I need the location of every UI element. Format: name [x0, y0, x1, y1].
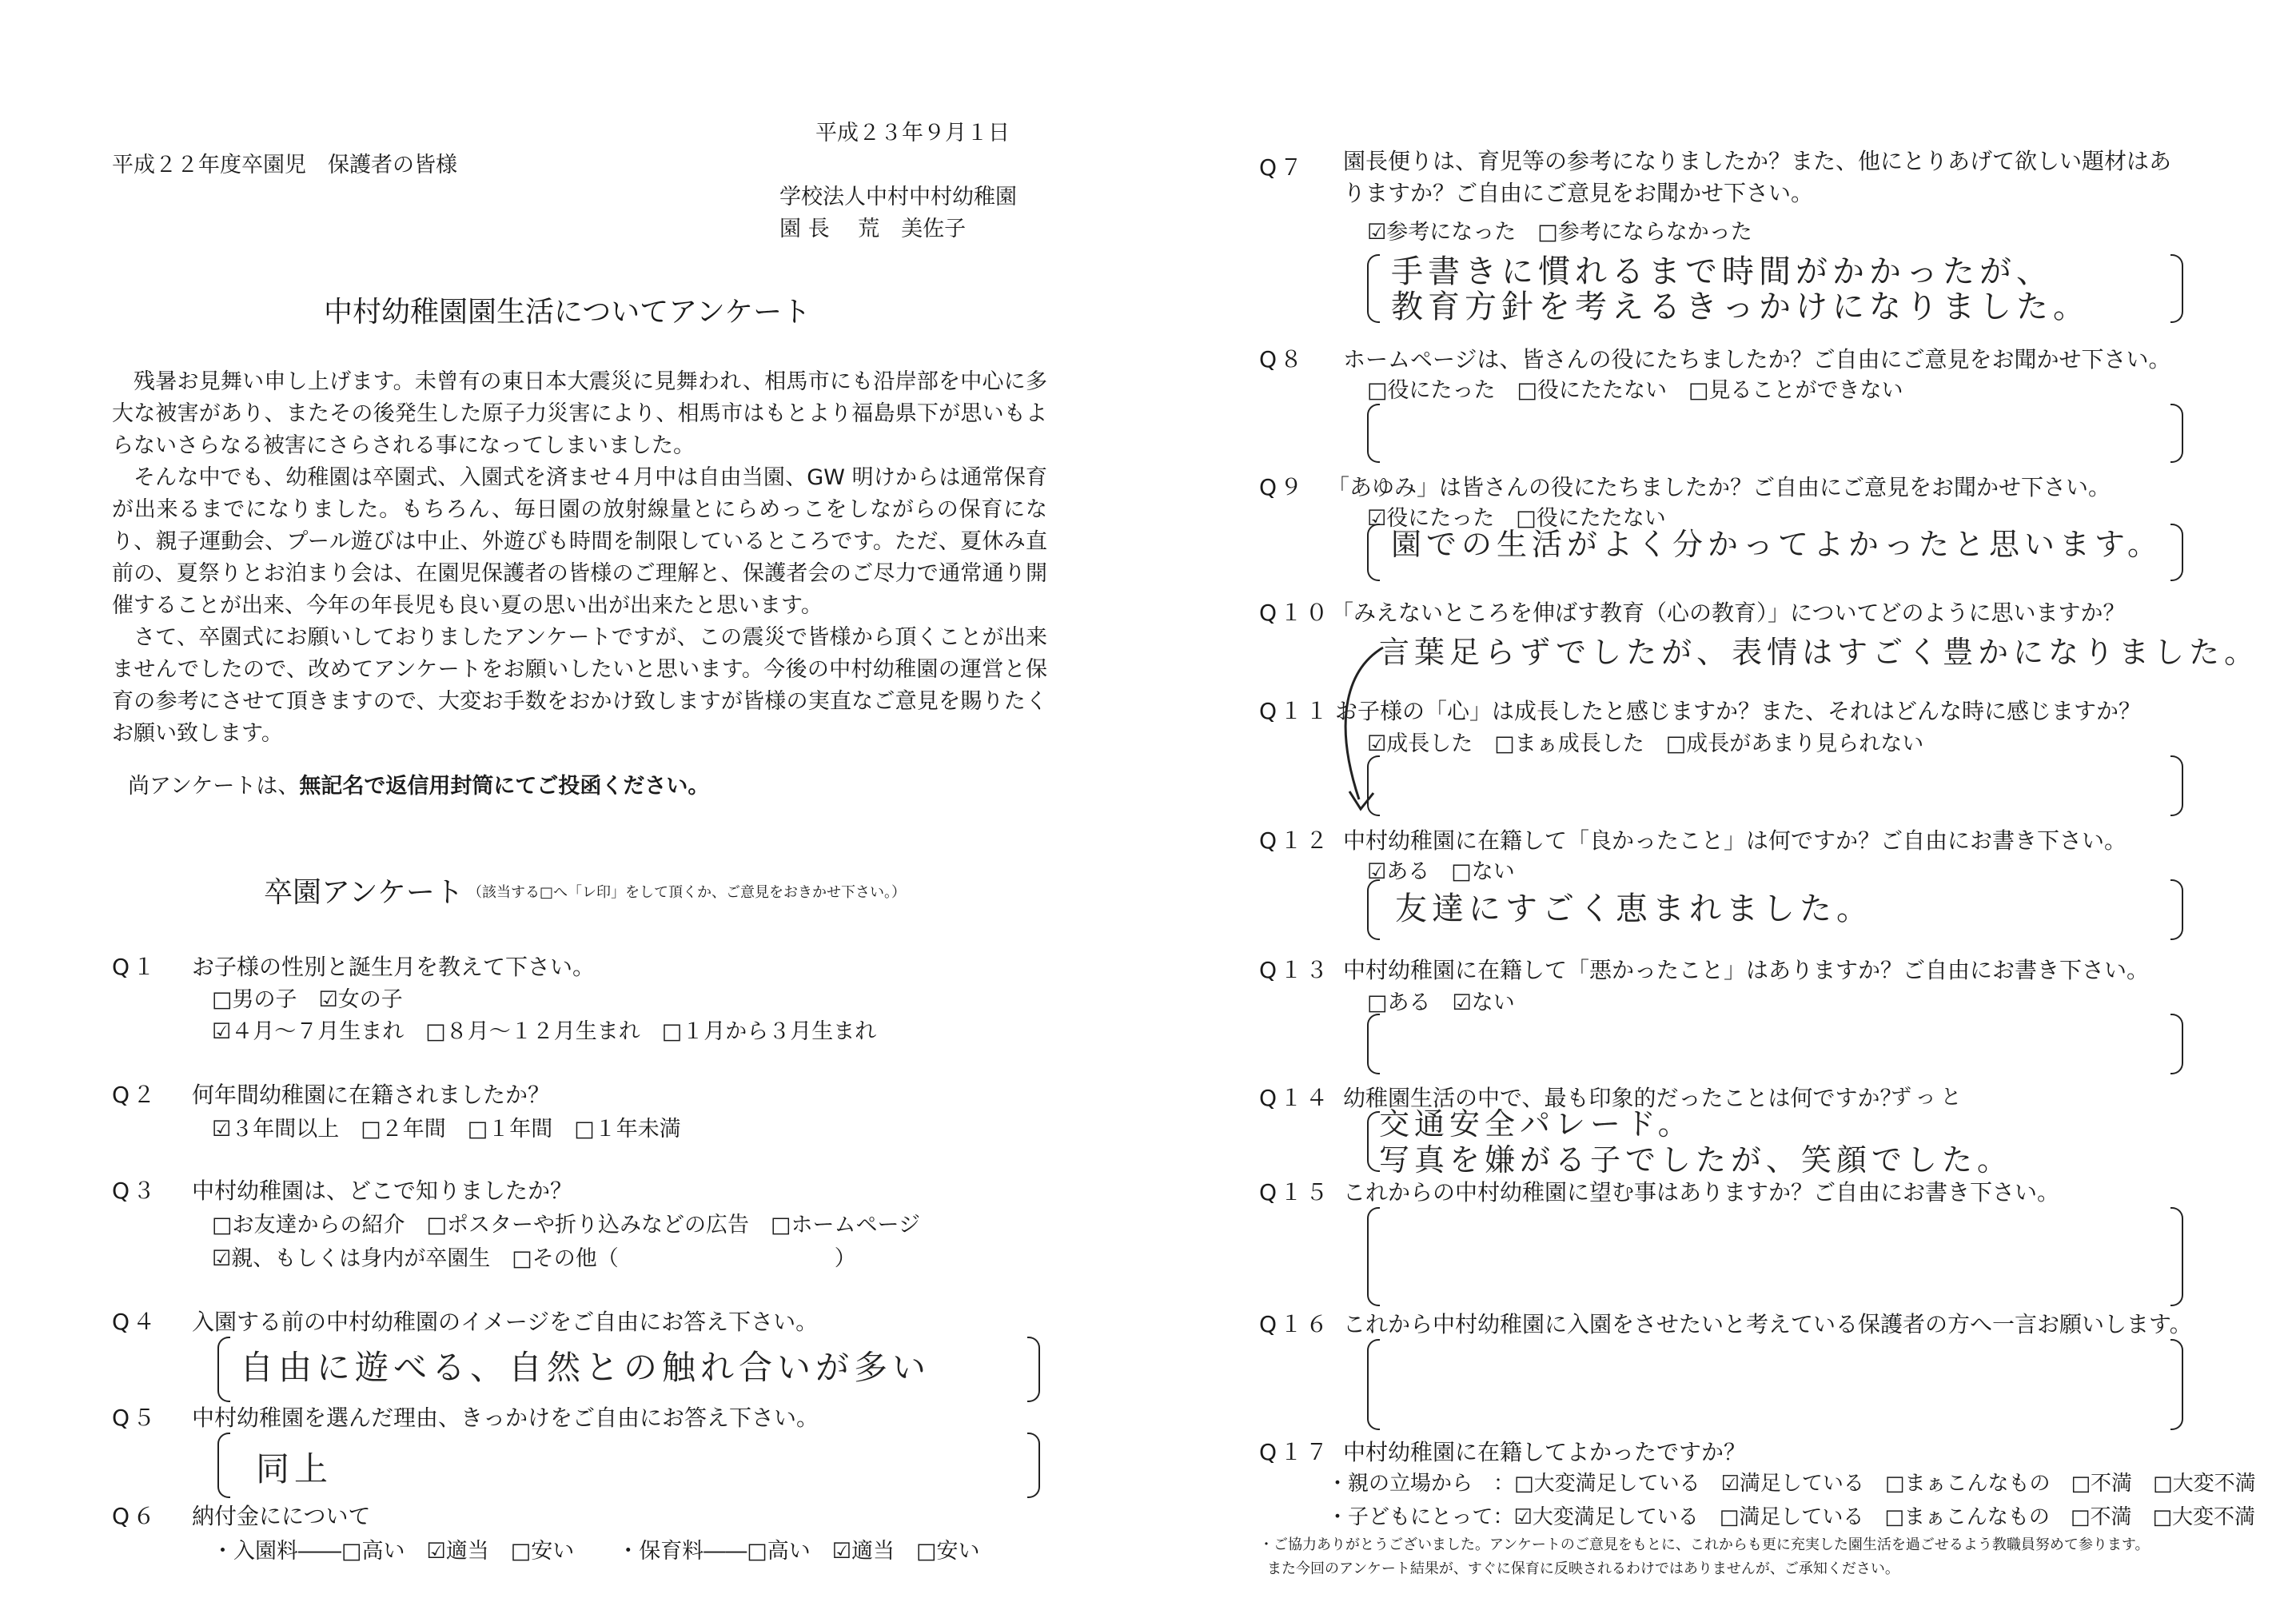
q16-text: これから中村幼稚園に入園をさせたいと考えている保護者の方へ一言お願いします。	[1343, 1311, 2192, 1337]
q1-options-gender[interactable]: □男の子 ☑女の子	[212, 987, 403, 1012]
q3-number: Q３	[112, 1178, 159, 1204]
q7-bracket-left	[1367, 254, 1380, 323]
q7-options[interactable]: ☑参考になった □参考にならなかった	[1367, 220, 1752, 245]
q13-options[interactable]: □ある ☑ない	[1367, 990, 1515, 1015]
q8-options[interactable]: □役にたった □役にたたない □見ることができない	[1367, 378, 1903, 403]
q13-bracket-left	[1367, 1014, 1380, 1074]
q13-number: Q１３	[1259, 957, 1332, 983]
q12-number: Q１２	[1259, 827, 1332, 854]
q9-handwritten-answer[interactable]: 園での生活がよく分かってよかったと思います。	[1391, 527, 2162, 562]
q8-bracket-left	[1367, 404, 1380, 463]
q8-number: Q８	[1259, 346, 1306, 373]
intro-paragraph-3: さて、卒園式にお願いしておりましたアンケートですが、この震災で皆様から頂くことが出来ませんでしたので、改めてアンケートをお願いしたいと思います。今後の中村幼稚園の運営と保育の参考にさせて頂きますので、大変お手数をおかけ致しますが皆様の実直なご意見を賜りたくお願い致します。	[112, 625, 1047, 746]
q5-number: Q５	[112, 1405, 159, 1431]
q12-handwritten-answer[interactable]: 友達にすごく恵まれました。	[1395, 891, 1873, 927]
q15-text: これからの中村幼稚園に望む事はありますか？ご自由にお書き下さい。	[1343, 1179, 2060, 1206]
addressee: 平成２２年度卒園児 保護者の皆様	[112, 153, 457, 177]
q4-bracket-right	[1027, 1337, 1040, 1402]
q7-bracket-right	[2170, 254, 2183, 323]
q10-text: 「みえないところを伸ばす教育（心の教育）」についてどのように思いますか？	[1331, 600, 2126, 626]
q13-bracket-right	[2170, 1014, 2183, 1074]
q9-text: 「あゆみ」は皆さんの役にたちましたか？ご自由にご意見をお聞かせ下さい。	[1327, 474, 2111, 500]
q1-text: お子様の性別と誕生月を教えて下さい。	[192, 954, 596, 980]
q7-text: 園長便りは、育児等の参考になりましたか？また、他にとりあげて欲しい題材はありますか？ご自由にご意見をお聞かせ下さい。	[1343, 148, 2172, 206]
q14-bracket-left	[1367, 1111, 1380, 1172]
q4-text: 入園する前の中村幼稚園のイメージをご自由にお答え下さい。	[192, 1309, 819, 1335]
q6-number: Q６	[112, 1503, 159, 1529]
q3-options-2[interactable]: ☑親、もしくは身内が卒園生 □その他（ ）	[212, 1246, 856, 1271]
q11-bracket-right	[2170, 755, 2183, 816]
q4-bracket-left	[217, 1337, 230, 1402]
survey-subtitle: （該当する□へ「レ印」をして頂くか、ご意見をおきかせ下さい。）	[468, 884, 907, 901]
q9-number: Q９	[1259, 474, 1306, 500]
q17-text: 中村幼稚園に在籍してよかったですか？	[1343, 1439, 1747, 1465]
q12-text: 中村幼稚園に在籍して「良かったこと」は何ですか？ご自由にお書き下さい。	[1343, 827, 2127, 854]
q14-text: 幼稚園生活の中で、最も印象的だったことは何ですか？	[1343, 1085, 1903, 1111]
footer-note-1: ・ご協力ありがとうございました。アンケートのご意見をもとに、これからも更に充実した園生活を過ごせるよう教職員努めて参ります。	[1259, 1536, 2150, 1553]
intro-paragraph-1: 残暑お見舞い申し上げます。未曾有の東日本大震災に見舞われ、相馬市にも沿岸部を中心に多大な被害があり、またその後発生した原子力災害により、相馬市はもとより福島県下が思いもよらないさらなる被害にさらされる事になってしまいました。	[112, 369, 1047, 458]
q14-handwritten-answer-2[interactable]: 写真を嫌がる子でしたが、笑顔でした。	[1379, 1142, 2013, 1178]
survey-title: 卒園アンケート	[264, 876, 464, 909]
q12-bracket-right	[2170, 879, 2183, 940]
q17-child-options[interactable]: ・子どもにとって：☑大変満足している □満足している □まぁこんなもの □不満 □大変不満	[1327, 1505, 2256, 1529]
principal-name: 園 長 荒 美佐子	[779, 217, 967, 241]
q9-bracket-right	[2170, 524, 2183, 581]
q15-number: Q１５	[1259, 1179, 1332, 1206]
arrow-annotation-icon	[1335, 640, 1407, 823]
q11-number: Q１１	[1259, 698, 1332, 724]
q13-text: 中村幼稚園に在籍して「悪かったこと」はありますか？ご自由にお書き下さい。	[1343, 957, 2150, 983]
q15-bracket-left	[1367, 1207, 1380, 1306]
q7-handwritten-answer-2[interactable]: 教育方針を考えるきっかけになりました。	[1391, 289, 2090, 325]
q9-bracket-left	[1367, 524, 1380, 581]
q14-handwritten-note[interactable]: ずっと	[1891, 1086, 1967, 1110]
q16-bracket-right	[2170, 1339, 2183, 1430]
q3-text: 中村幼稚園は、どこで知りましたか？	[192, 1178, 573, 1204]
q7-number: Q７	[1259, 154, 1306, 181]
q1-number: Q１	[112, 954, 159, 980]
q17-parent-options[interactable]: ・親の立場から ：□大変満足している ☑満足している □まぁこんなもの □不満 □大変不満	[1327, 1472, 2256, 1496]
note-prefix: 尚アンケートは、	[128, 774, 300, 799]
q7-handwritten-answer-1[interactable]: 手書きに慣れるまで時間がかかったが、	[1391, 253, 2053, 290]
q10-number: Q１０	[1259, 600, 1332, 626]
intro-paragraph-2: そんな中でも、幼稚園は卒園式、入園式を済ませ４月中は自由当園、GW 明けからは通常保育が出来るまでになりました。もちろん、毎日園の放射線量とにらめっこをしながらの保育になり、親子運動会、プール遊びは中止、外遊びも時間を制限しているところです。ただ、夏休み直前の、夏祭りとお泊まり会は、在園児保護者の皆様のご理解と、保護者会のご尽力で通常通り開催することが出来、今年の年長児も良い夏の思い出が出来たと思います。	[112, 465, 1047, 618]
q2-number: Q２	[112, 1082, 159, 1108]
q9-options[interactable]: ☑役にたった □役にたたない	[1367, 506, 1666, 531]
school-name: 学校法人中村中村幼稚園	[779, 185, 1017, 209]
note-bold: 無記名で返信用封筒にてご投函ください。	[299, 774, 710, 799]
q11-options[interactable]: ☑成長した □まぁ成長した □成長があまり見られない	[1367, 731, 1924, 756]
q2-text: 何年間幼稚園に在籍されましたか？	[192, 1082, 551, 1108]
page-title: 中村幼稚園園生活についてアンケート	[324, 296, 811, 329]
footer-note-2: また今回のアンケート結果が、すぐに保育に反映されるわけではありませんが、ご承知ください。	[1267, 1560, 1899, 1577]
q12-options[interactable]: ☑ある □ない	[1367, 859, 1515, 884]
q4-number: Q４	[112, 1309, 159, 1335]
q5-bracket-right	[1027, 1433, 1040, 1498]
q6-options[interactable]: ・入園料――□高い ☑適当 □安い ・保育料――□高い ☑適当 □安い	[212, 1539, 980, 1564]
q11-text: お子様の「心」は成長したと感じますか？また、それはどんな時に感じますか？	[1335, 698, 2142, 724]
submission-note	[128, 771, 709, 802]
q8-bracket-right	[2170, 404, 2183, 463]
q2-options[interactable]: ☑３年間以上 □２年間 □１年間 □１年未満	[212, 1117, 681, 1142]
q1-options-birth[interactable]: ☑４月～７月生まれ □８月～１２月生まれ □１月から３月生まれ	[212, 1019, 877, 1044]
q15-bracket-right	[2170, 1207, 2183, 1306]
q4-handwritten-answer[interactable]: 自由に遊べる、自然との触れ合いが多い	[240, 1348, 931, 1387]
q6-text: 納付金にについて	[192, 1503, 371, 1529]
q8-text: ホームページは、皆さんの役にたちましたか？ご自由にご意見をお聞かせ下さい。	[1343, 346, 2171, 373]
q16-number: Q１６	[1259, 1311, 1332, 1337]
q16-bracket-left	[1367, 1339, 1380, 1430]
q5-bracket-left	[217, 1433, 230, 1498]
q14-number: Q１４	[1259, 1085, 1332, 1111]
date: 平成２３年９月１日	[815, 121, 1010, 145]
q5-handwritten-answer[interactable]: 同上	[256, 1449, 333, 1488]
q5-text: 中村幼稚園を選んだ理由、きっかけをご自由にお答え下さい。	[192, 1405, 819, 1431]
q14-handwritten-answer-1[interactable]: 交通安全パレード。	[1379, 1106, 1693, 1142]
q10-handwritten-answer[interactable]: 言葉足らずでしたが、表情はすごく豊かになりました。	[1379, 635, 2260, 670]
q3-options-1[interactable]: □お友達からの紹介 □ポスターや折り込みなどの広告 □ホームページ	[212, 1213, 920, 1237]
q17-number: Q１７	[1259, 1439, 1332, 1465]
q12-bracket-left	[1367, 879, 1380, 940]
